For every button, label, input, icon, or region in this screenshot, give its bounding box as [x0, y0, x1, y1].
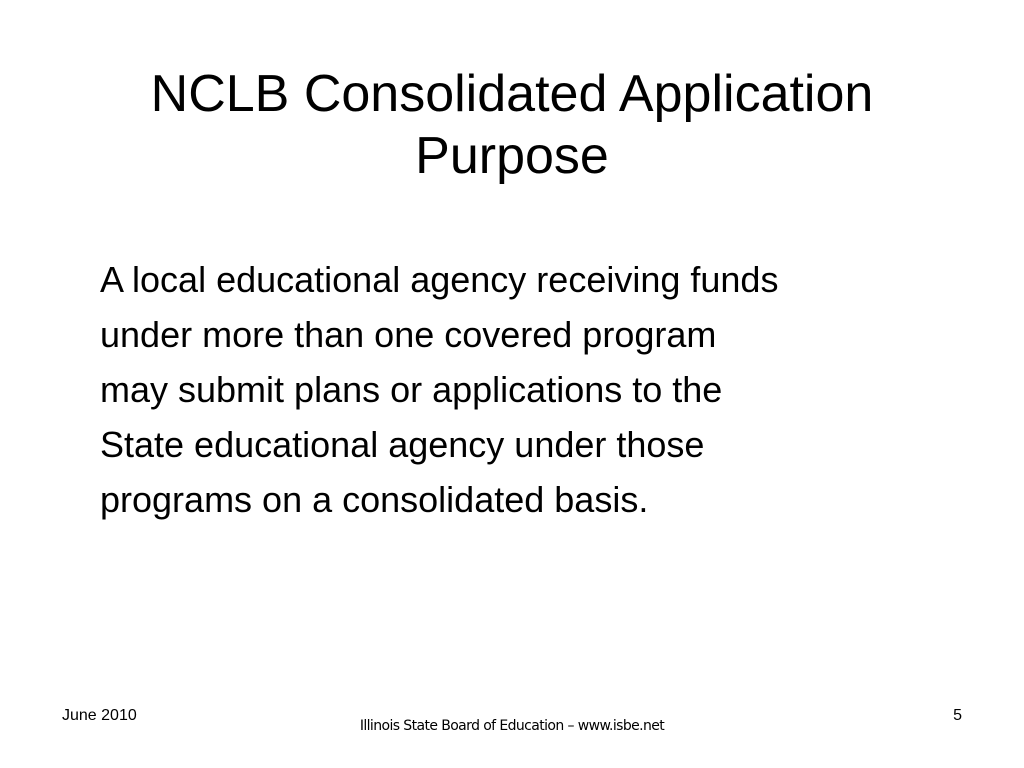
slide-title-line-2: Purpose	[415, 126, 609, 185]
body-line: programs on a consolidated basis.	[100, 479, 649, 520]
slide-body	[100, 252, 980, 527]
slide-number: 5	[953, 707, 962, 724]
slide-title	[40, 63, 984, 187]
body-line: State educational agency under those	[100, 424, 705, 465]
slide-title-line-1: NCLB Consolidated Application	[150, 64, 874, 123]
footer-date: June 2010	[62, 707, 137, 724]
body-line: may submit plans or applications to the	[100, 369, 723, 410]
footer-organization: Illinois State Board of Education – www.isbe.net	[359, 718, 665, 734]
body-line: under more than one covered program	[100, 314, 717, 355]
body-line: A local educational agency receiving funds	[100, 259, 779, 300]
